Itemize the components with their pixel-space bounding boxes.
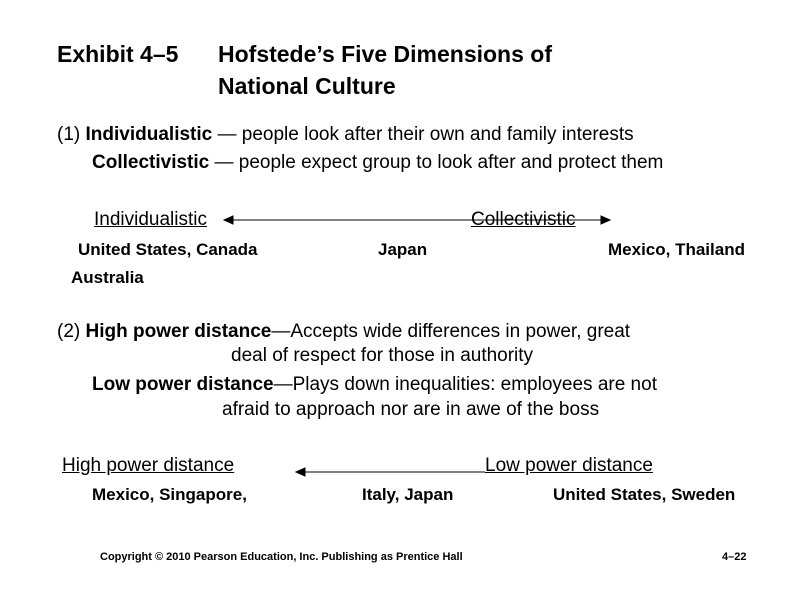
individualistic-definition: — people look after their own and family interests — [217, 124, 634, 145]
high-power-distance-definition: —Accepts wide differences in power, great — [271, 321, 631, 342]
page-title: Hofstede’s Five Dimensions of — [218, 41, 552, 67]
low-power-distance-term: Low power distance — [92, 374, 274, 395]
scale1-countries-left-2: Australia — [71, 268, 144, 287]
page-title-line2: National Culture — [218, 73, 396, 99]
low-power-distance-definition: —Plays down inequalities: employees are not — [273, 374, 657, 395]
scale1-countries-left: United States, Canada — [78, 240, 258, 259]
scale1-right-label: Collectivistic — [471, 209, 576, 230]
exhibit-number: Exhibit 4–5 — [57, 41, 179, 67]
scale2-right-label: Low power distance — [485, 455, 653, 476]
scale1-arrow — [224, 216, 610, 224]
scale1-countries-mid: Japan — [378, 240, 428, 259]
page-number: 4–22 — [722, 551, 747, 563]
scale1-left-label: Individualistic — [94, 209, 207, 230]
high-power-distance-definition-2: deal of respect for those in authority — [231, 345, 534, 366]
scale2-left-label: High power distance — [62, 455, 235, 476]
scale2-countries-right: United States, Sweden — [553, 485, 736, 504]
section2-number: (2) — [57, 321, 81, 342]
section1-number: (1) — [57, 124, 81, 145]
high-power-distance-term: High power distance — [85, 321, 272, 342]
collectivistic-definition: — people expect group to look after and protect them — [214, 152, 664, 173]
individualistic-term: Individualistic — [85, 124, 213, 145]
scale2-countries-left: Mexico, Singapore, — [92, 485, 247, 504]
scale2-arrow — [296, 468, 485, 476]
copyright-text: Copyright © 2010 Pearson Education, Inc. Publishing as Prentice Hall — [100, 551, 463, 563]
collectivistic-term: Collectivistic — [92, 152, 210, 173]
low-power-distance-definition-2: afraid to approach nor are in awe of the boss — [222, 399, 600, 420]
scale2-countries-mid: Italy, Japan — [362, 485, 454, 504]
scale1-countries-right: Mexico, Thailand — [608, 240, 745, 259]
